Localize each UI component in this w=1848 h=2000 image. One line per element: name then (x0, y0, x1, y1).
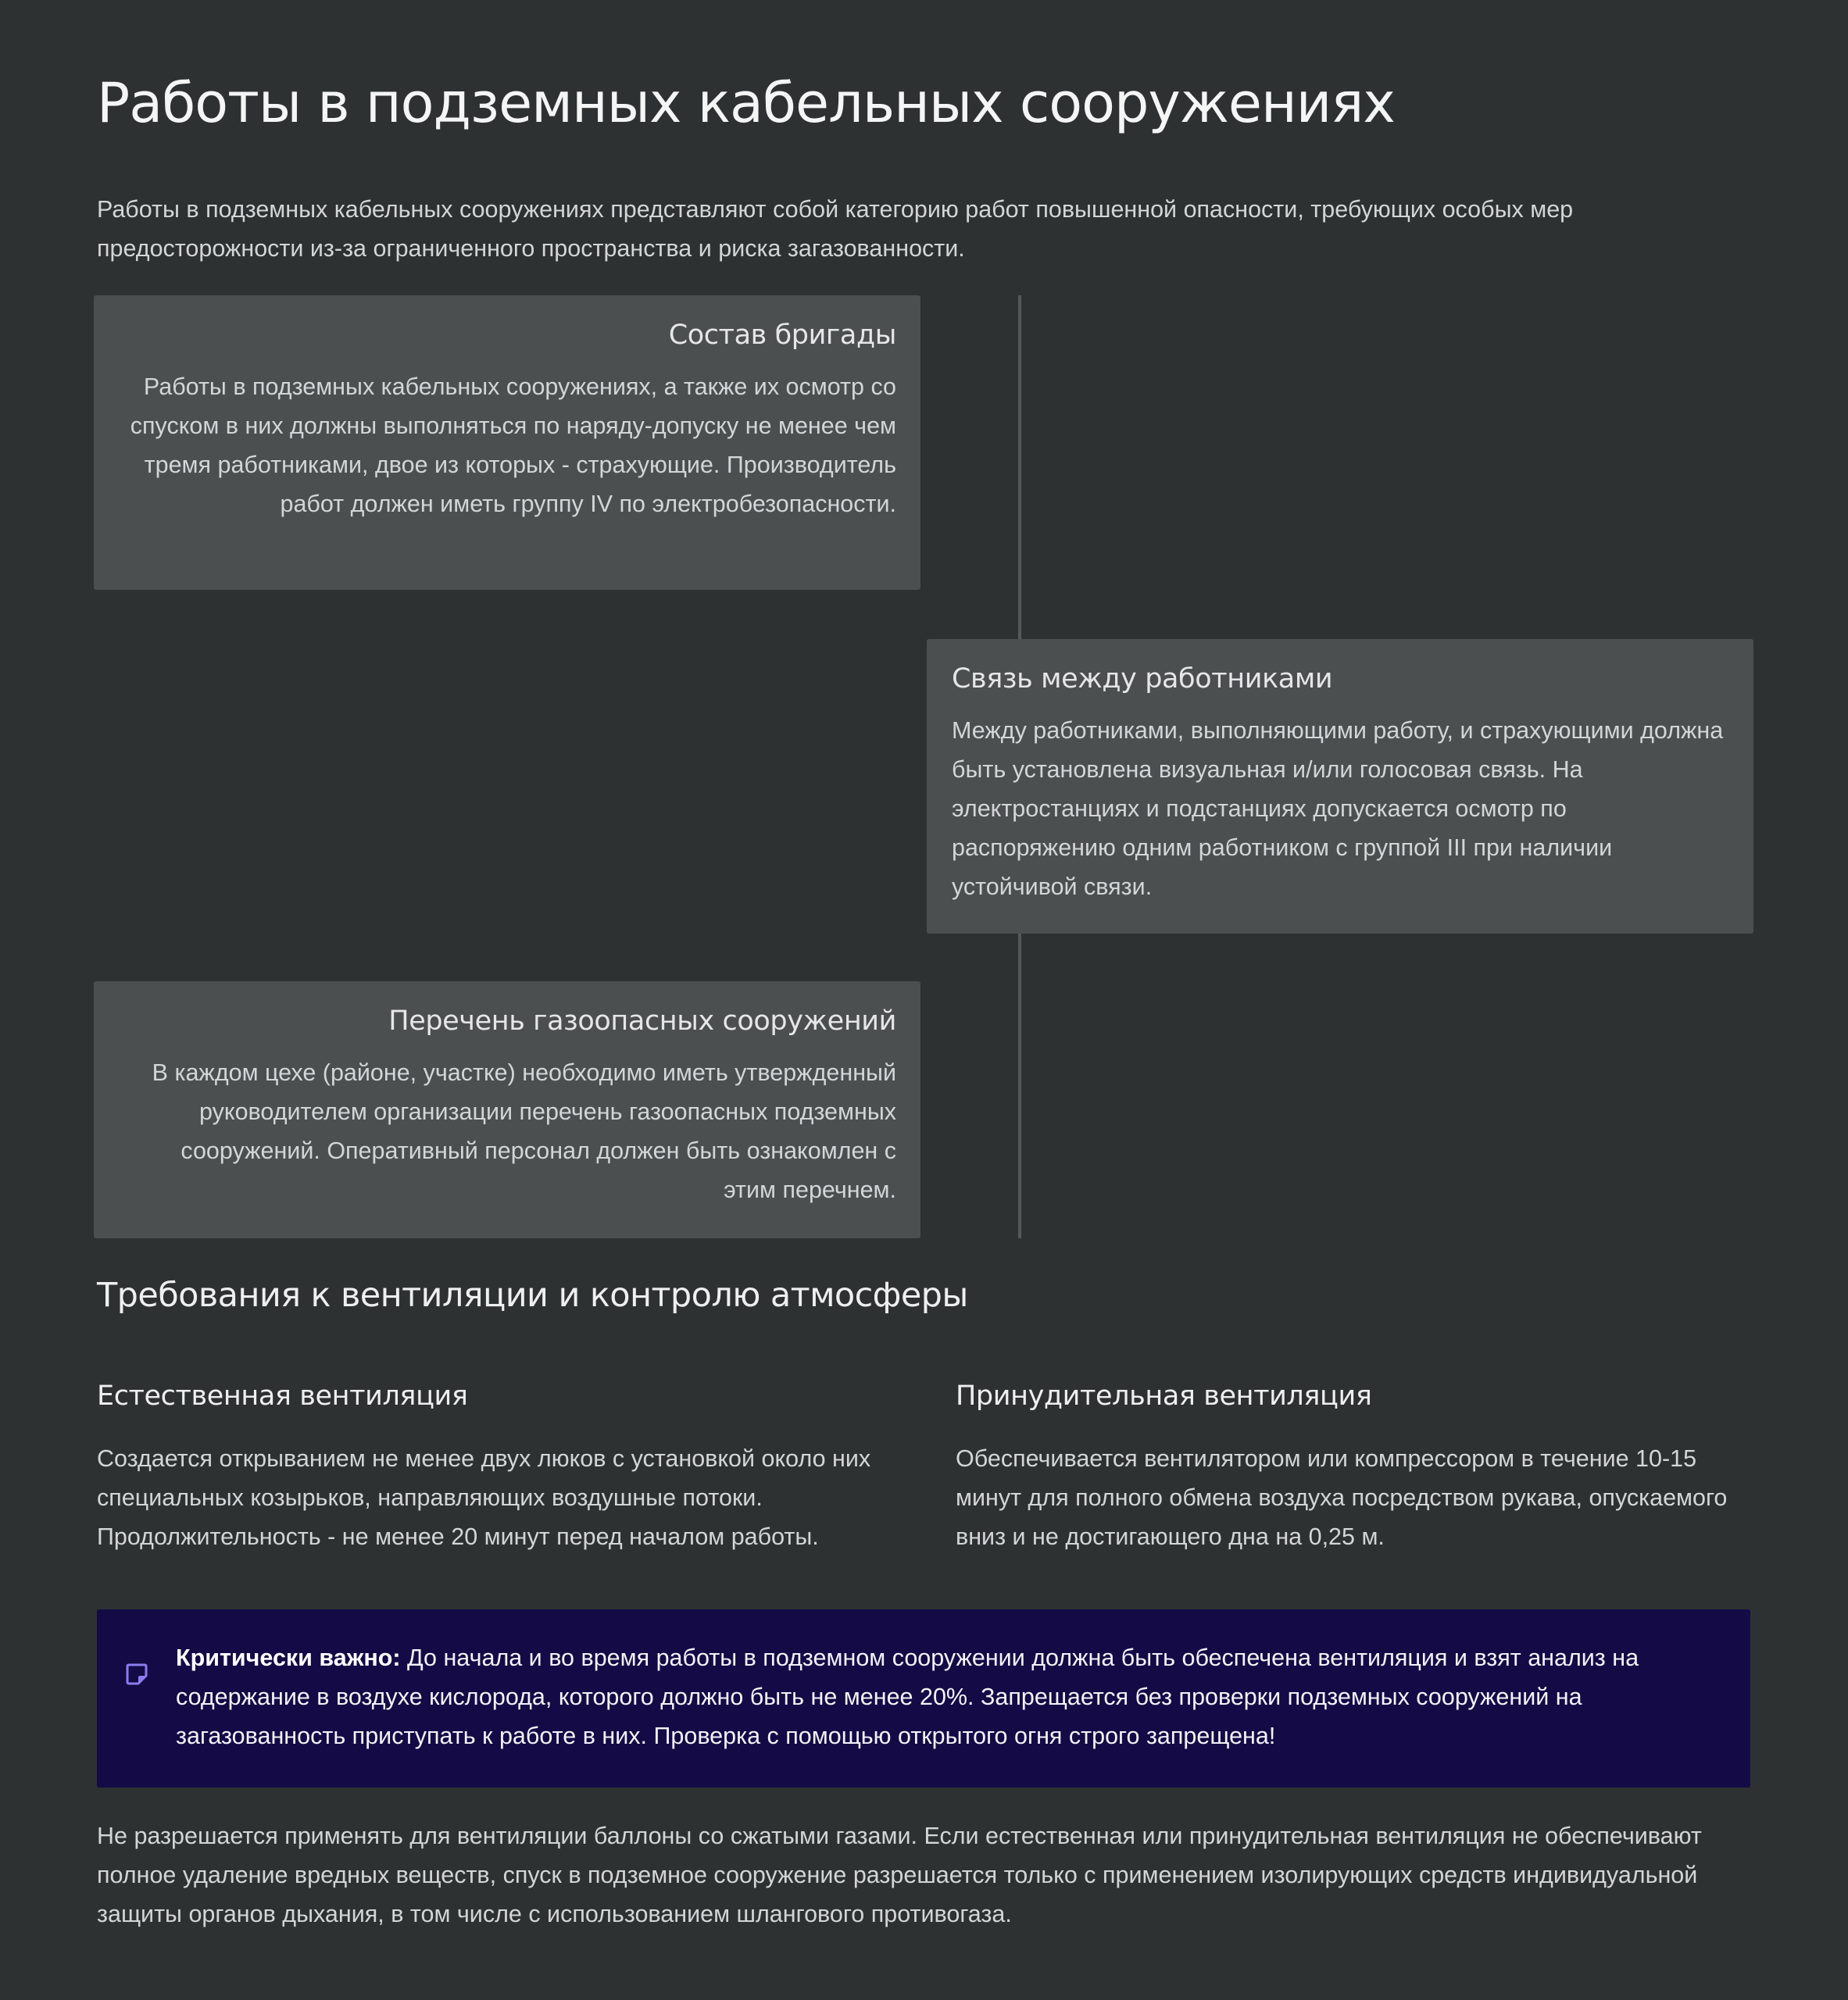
natural-ventilation-heading: Естественная вентиляция (97, 1380, 468, 1412)
closing-paragraph: Не разрешается применять для вентиляции баллоны со сжатыми газами. Если естественная или принудительная вентиляция не обеспечивают полное удаление вредных веществ, спуск в подземное сооружение разрешается только с применением изолирующих средств индивидуальной защиты органов дыхания, в том числе с использованием шлангового противогаза. (97, 1823, 1702, 1927)
forced-ventilation-text: Обеспечивается вентилятором или компрессором в течение 10-15 минут для полного обмена воздуха посредством рукава, опускаемого вниз и не достигающего дна на 0,25 м. (956, 1445, 1728, 1550)
timeline-card-heading: Состав бригады (668, 320, 896, 351)
callout-label: Критически важно: (176, 1645, 401, 1671)
natural-ventilation-text: Создается открыванием не менее двух люков с установкой около них специальных козырьков, направляющих воздушные потоки. Продолжительность - не менее 20 минут перед началом работы. (97, 1445, 871, 1550)
ventilation-section-title: Требования к вентиляции и контролю атмосферы (97, 1276, 968, 1315)
timeline-card-text: В каждом цехе (районе, участке) необходимо иметь утвержденный руководителем организации перечень газоопасных подземных сооружений. Оперативный персонал должен быть ознакомлен с этим перечнем. (152, 1059, 896, 1203)
natural-ventilation-column (97, 1377, 902, 1556)
sticky-note-icon (125, 1662, 148, 1686)
forced-ventilation-column (956, 1377, 1760, 1556)
intro-paragraph: Работы в подземных кабельных сооружениях представляют собой категорию работ повышенной опасности, требующих особых мер предосторожности из-за ограниченного пространства и риска загазованности. (97, 196, 1574, 262)
forced-ventilation-heading: Принудительная вентиляция (956, 1380, 1372, 1412)
timeline-card-text: Работы в подземных кабельных сооружениях, а также их осмотр со спуском в них должны выполняться по наряду-допуску не менее чем тремя работниками, двое из которых - страхующие. Производитель работ должен иметь группу IV по электробезопасности. (130, 373, 896, 517)
timeline-card-gas-hazard-list (94, 981, 920, 1238)
callout-text (176, 1638, 1731, 1755)
timeline-card-heading: Перечень газоопасных сооружений (388, 1005, 896, 1037)
callout-body: До начала и во время работы в подземном сооружении должна быть обеспечена вентиляция и взят анализ на содержание в воздухе кислорода, которого должно быть не менее 20%. Запрещается без проверки подземных сооружений на загазованность приступать к работе в них. Проверка с помощью открытого огня строго запрещена! (176, 1645, 1639, 1749)
timeline-card-communication (927, 639, 1753, 934)
page-title: Работы в подземных кабельных сооружениях (97, 71, 1395, 135)
timeline-card-text: Между работниками, выполняющими работу, и страхующими должна быть установлена визуальная и/или голосовая связь. На электростанциях и подстанциях допускается осмотр по распоряжению одним работником с группой III при наличии устойчивой связи. (952, 717, 1724, 900)
timeline-card-team-composition (94, 295, 920, 590)
timeline-card-heading: Связь между работниками (952, 663, 1333, 695)
critical-callout (97, 1609, 1750, 1788)
